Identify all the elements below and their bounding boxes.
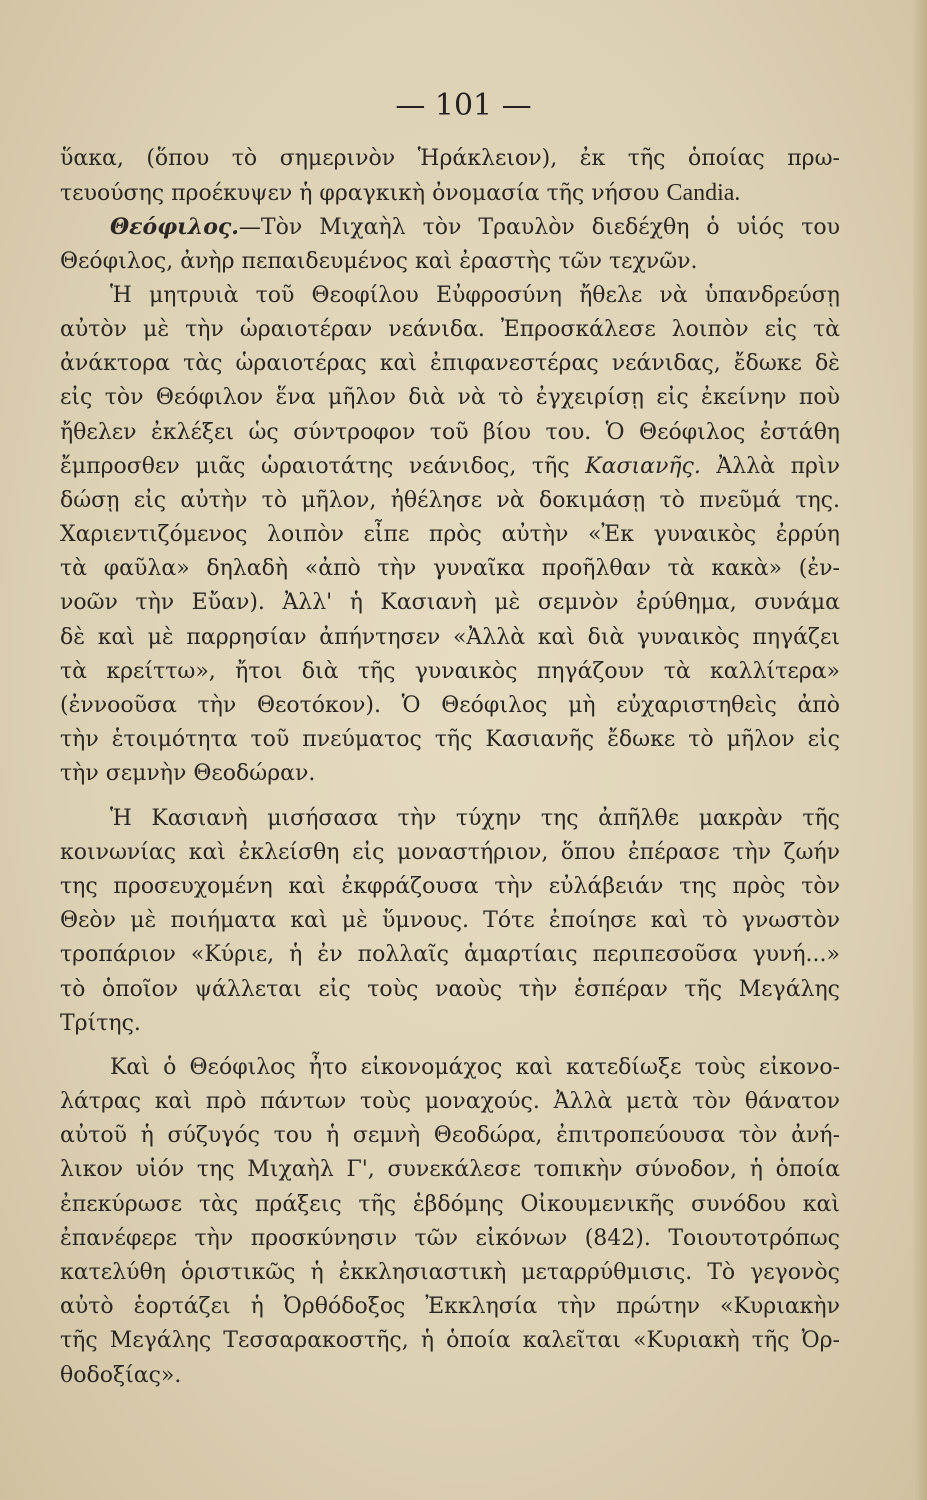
text-line: τευούσης προέκυψεν ἡ φραγκικὴ ὀνομασία τῆς νήσου Candia. — [60, 180, 741, 207]
text-line: τὴν σεμνὴν Θεοδώραν. — [60, 761, 316, 787]
text-line: κοινωνίας καὶ ἐκλείσθη εἰς μοναστήριον, ὅπου ἐπέρασε τὴν ζωήν — [60, 839, 840, 865]
body-text — [60, 142, 840, 1393]
text-line: ὕακα, (ὅπου τὸ σημερινὸν Ἡράκλειον), ἐκ τῆς ὁποίας πρω- — [60, 146, 840, 171]
text-line: Ἡ Κασιανὴ μισήσασα τὴν τύχην της ἀπῆλθε μακρὰν τῆς — [110, 805, 840, 831]
text-line: αὐτὸν μὲ τὴν ὡραιοτέραν νεάνιδα. Ἐπροσκάλεσε λοιπὸν εἰς τὰ — [60, 316, 840, 342]
text-line: τὴν ἑτοιμότητα τοῦ πνεύματος τῆς Κασιανῆς ἔδωκε τὸ μῆλον εἰς — [60, 727, 840, 753]
emphasized-name: Κασιανῆς. — [585, 453, 701, 479]
text-line: ἐπανέφερε τὴν προσκύνησιν τῶν εἰκόνων (842). Τοιουτοτρόπως — [60, 1225, 840, 1251]
page-number: — 101 — — [395, 88, 532, 123]
text-line: τὰ φαῦλα» δηλαδὴ «ἀπὸ τὴν γυναῖκα προῆλθαν τὰ κακὰ» (ἐν- — [60, 556, 840, 582]
text-line: Θεὸν μὲ ποιήματα καὶ μὲ ὕμνους. Τότε ἐποίησε καὶ τὸ γνωστὸν — [60, 908, 840, 934]
text-line: νοῶν τὴν Εὔαν). Ἀλλ' ἡ Κασιανὴ μὲ σεμνὸν ἐρύθημα, συνάμα — [60, 590, 840, 616]
text-line: ἀνάκτορα τὰς ὡραιοτέρας καὶ ἐπιφανεστέρας νεάνιδας, ἔδωκε δὲ — [60, 351, 840, 377]
text-line: θοδοξίας». — [60, 1362, 182, 1388]
section-heading: Θεόφιλος. — [110, 214, 239, 241]
text-line: ἐπεκύρωσε τὰς πράξεις τῆς ἑβδόμης Οἰκουμενικῆς συνόδου καὶ — [60, 1191, 840, 1217]
text-line: δὲ καὶ μὲ παρρησίαν ἀπήντησεν «Ἀλλὰ καὶ διὰ γυναικὸς πηγάζει — [60, 624, 840, 650]
text-line: αὐτοῦ ἡ σύζυγός του ἡ σεμνὴ Θεοδώρα, ἐπιτροπεύουσα τὸν ἀνή- — [60, 1123, 840, 1149]
text-line: τροπάριον «Κύριε, ἡ ἐν πολλαῖς ἁμαρτίαις περιπεσοῦσα γυνή...» — [60, 942, 840, 968]
text-line: Θεόφιλος, ἀνὴρ πεπαιδευμένος καὶ ἐραστὴς τῶν τεχνῶν. — [60, 248, 698, 274]
text-line: τὰ κρείττω», ἤτοι διὰ τῆς γυναικὸς πηγάζουν τὰ καλλίτερα» — [60, 658, 840, 684]
text-line: εἰς τὸν Θεόφιλον ἕνα μῆλον διὰ νὰ τὸ ἐγχειρίσῃ εἰς ἐκείνην ποὺ — [60, 385, 840, 411]
text-line: Θεόφιλος.—Τὸν Μιχαὴλ τὸν Τραυλὸν διεδέχθη ὁ υἱός του — [110, 214, 840, 241]
text-line: λικον υἱόν της Μιχαὴλ Γ', συνεκάλεσε τοπικὴν σύνοδον, ἡ ὁποία — [60, 1157, 840, 1183]
text-line: δώσῃ εἰς αὐτὴν τὸ μῆλον, ἠθέλησε νὰ δοκιμάσῃ τὸ πνεῦμά της. — [60, 487, 840, 513]
page-edge-shadow — [913, 0, 927, 1500]
text-line: (ἐννοοῦσα τὴν Θεοτόκον). Ὁ Θεόφιλος μὴ εὐχαριστηθεὶς ἀπὸ — [60, 693, 840, 718]
latin-word: Candia. — [666, 180, 741, 207]
text-line: Καὶ ὁ Θεόφιλος ἦτο εἰκονομάχος καὶ κατεδίωξε τοὺς εἰκονο- — [110, 1054, 840, 1080]
text-line: Ἡ μητρυιὰ τοῦ Θεοφίλου Εὐφροσύνη ἤθελε νὰ ὑπανδρεύσῃ — [110, 282, 840, 308]
text-line: αὐτὸ ἑορτάζει ἡ Ὀρθόδοξος Ἐκκλησία τὴν πρώτην «Κυριακὴν — [60, 1294, 840, 1320]
text-line: Τρίτης. — [60, 1010, 141, 1036]
text-line: Χαριεντιζόμενος λοιπὸν εἶπε πρὸς αὐτὴν «Ἐκ γυναικὸς ἐρρύη — [60, 522, 840, 548]
text-line: ἔμπροσθεν μιᾶς ὡραιοτάτης νεάνιδος, τῆς Κασιανῆς. Ἀλλὰ πρὶν — [60, 453, 840, 479]
text-line: κατελύθη ὁριστικῶς ἡ ἐκκλησιαστικὴ μεταρρύθμισις. Τὸ γεγονὸς — [60, 1260, 840, 1285]
text-line: τῆς Μεγάλης Τεσσαρακοστῆς, ἡ ὁποία καλεῖται «Κυριακὴ τῆς Ὀρ- — [60, 1328, 840, 1354]
text-line: της προσευχομένη καὶ ἐκφράζουσα τὴν εὐλάβειάν της πρὸς τὸν — [60, 873, 840, 899]
text-line: λάτρας καὶ πρὸ πάντων τοὺς μοναχούς. Ἀλλὰ μετὰ τὸν θάνατον — [60, 1089, 840, 1115]
text-line: τὸ ὁποῖον ψάλλεται εἰς τοὺς ναοὺς τὴν ἑσπέραν τῆς Μεγάλης — [60, 976, 840, 1002]
text-line: ἤθελεν ἐκλέξει ὡς σύντροφον τοῦ βίου του. Ὁ Θεόφιλος ἐστάθη — [60, 419, 840, 445]
